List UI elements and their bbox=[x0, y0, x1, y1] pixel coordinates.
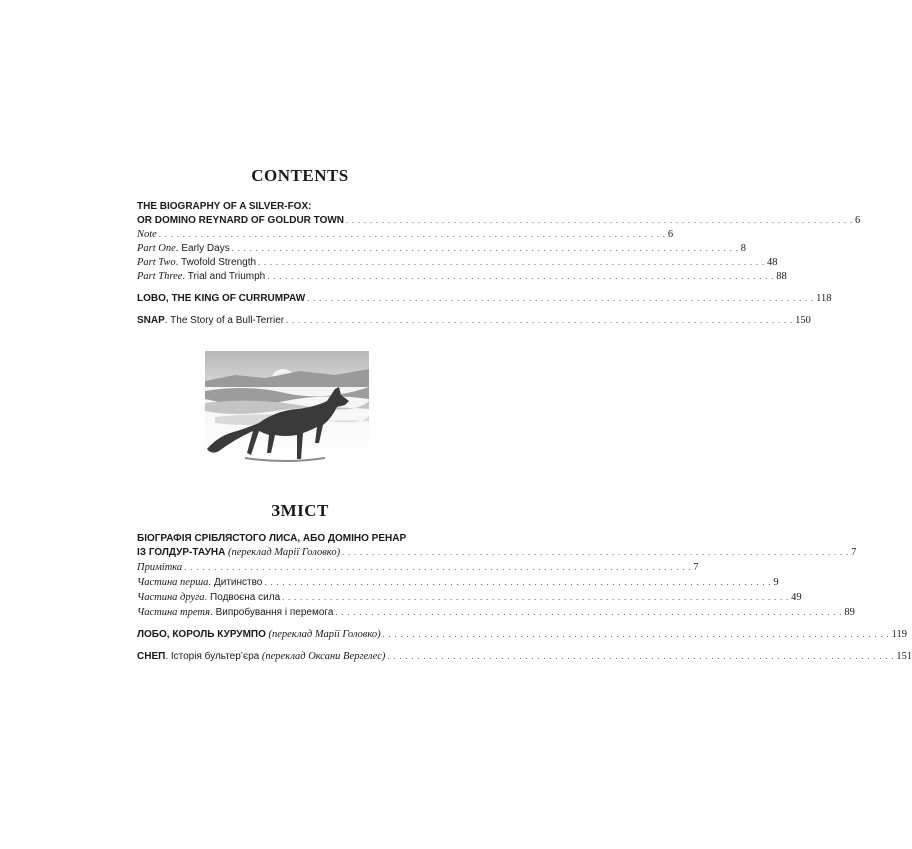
entry-page: 6 bbox=[855, 215, 861, 226]
leader-dots: . . . . . . . . . . . . . . . . . . . . . . . . . . . . . . . . . . . . . . . . . . . . . . . . . . . . . . . . . . . . . . . . . . . . . . . . . . . . . . . . . . . . . bbox=[264, 578, 772, 587]
toc-entry-note[interactable] bbox=[137, 228, 674, 242]
entry-title-line1: БІОГРАФІЯ СРІБЛЯСТОГО ЛИСА, АБО ДОМІНО РЕНАР bbox=[137, 533, 407, 544]
entry-page: 119 bbox=[891, 629, 907, 640]
entry-page: 150 bbox=[795, 315, 811, 326]
entry-title-rest: . Дитинство bbox=[208, 577, 263, 588]
entry-page: 88 bbox=[776, 271, 787, 282]
entry-title-bold: СНЕП bbox=[137, 651, 166, 662]
toc-entry-lobo[interactable] bbox=[137, 292, 832, 306]
entry-title-italic: Part Two bbox=[137, 257, 176, 268]
entry-page: 49 bbox=[791, 592, 802, 603]
entry-page: 89 bbox=[844, 607, 855, 618]
leader-dots: . . . . . . . . . . . . . . . . . . . . . . . . . . . . . . . . . . . . . . . . . . . . . . . . . . . . . . . . . . . . . . . . . . . . . . . . . . . . . . . . . . . . . bbox=[267, 272, 775, 281]
leader-dots: . . . . . . . . . . . . . . . . . . . . . . . . . . . . . . . . . . . . . . . . . . . . . . . . . . . . . . . . . . . . . . . . . . . . . . . . . . . . . . . . . . . . . bbox=[282, 593, 790, 602]
entry-title: Примітка bbox=[137, 562, 183, 573]
toc-entry-silver-fox[interactable] bbox=[137, 200, 861, 228]
toc-entry-chastyna-tretia[interactable] bbox=[137, 606, 855, 620]
leader-dots: . . . . . . . . . . . . . . . . . . . . . . . . . . . . . . . . . . . . . . . . . . . . . . . . . . . . . . . . . . . . . . . . . . . . . . . . . . . . . . . . . . . . . bbox=[307, 294, 815, 303]
entry-title-rest: . Історія бультер’єра bbox=[165, 651, 260, 662]
entry-title-rest: . The Story of a Bull-Terrier bbox=[164, 315, 285, 326]
entry-title-bold: ІЗ ГОЛДУР-ТАУНА bbox=[137, 547, 226, 558]
toc-entry-biography[interactable] bbox=[137, 532, 857, 560]
entry-title-italic: Частина друга bbox=[137, 592, 205, 603]
toc-entry-part-one[interactable] bbox=[137, 242, 746, 256]
entry-page: 6 bbox=[667, 229, 674, 240]
entry-title-rest: . Early Days bbox=[175, 243, 230, 254]
entry-title: LOBO, THE KING OF CURRUMPAW bbox=[137, 293, 306, 304]
leader-dots: . . . . . . . . . . . . . . . . . . . . . . . . . . . . . . . . . . . . . . . . . . . . . . . . . . . . . . . . . . . . . . . . . . . . . . . . . . . . . . . . . . . . . bbox=[231, 244, 739, 253]
toc-entry-prymitka[interactable] bbox=[137, 561, 699, 575]
leader-dots: . . . . . . . . . . . . . . . . . . . . . . . . . . . . . . . . . . . . . . . . . . . . . . . . . . . . . . . . . . . . . . . . . . . . . . . . . . . . . . . . . . . . . bbox=[286, 316, 794, 325]
leader-dots: . . . . . . . . . . . . . . . . . . . . . . . . . . . . . . . . . . . . . . . . . . . . . . . . . . . . . . . . . . . . . . . . . . . . . . . . . . . . . . . . . . . . . bbox=[335, 608, 843, 617]
entry-title-rest: . Trial and Triumph bbox=[182, 271, 266, 282]
entry-title-line1: THE BIOGRAPHY OF A SILVER-FOX: bbox=[137, 201, 312, 212]
entry-title-rest: . Подвоєна сила bbox=[204, 592, 281, 603]
toc-entry-lobo-ua[interactable] bbox=[137, 628, 907, 642]
leader-dots: . . . . . . . . . . . . . . . . . . . . . . . . . . . . . . . . . . . . . . . . . . . . . . . . . . . . . . . . . . . . . . . . . . . . . . . . . . . . . . . . . . . . . bbox=[382, 630, 890, 639]
entry-translator: (переклад Оксани Вергелес) bbox=[261, 651, 386, 662]
toc-entry-chastyna-druha[interactable] bbox=[137, 591, 802, 605]
entry-page: 7 bbox=[851, 547, 857, 558]
entry-title-bold: ЛОБО, КОРОЛЬ КУРУМПО bbox=[137, 629, 266, 640]
leader-dots: . . . . . . . . . . . . . . . . . . . . . . . . . . . . . . . . . . . . . . . . . . . . . . . . . . . . . . . . . . . . . . . . . . . . . . . . . . . . . . . . . . . . . bbox=[387, 652, 895, 661]
entry-translator: (переклад Марії Головко) bbox=[227, 547, 341, 558]
leader-dots: . . . . . . . . . . . . . . . . . . . . . . . . . . . . . . . . . . . . . . . . . . . . . . . . . . . . . . . . . . . . . . . . . . . . . . . . . . . . . . . . . . . . . bbox=[184, 563, 692, 572]
contents-heading: CONTENTS bbox=[251, 166, 349, 185]
zmist-heading: ЗМІСТ bbox=[271, 501, 329, 520]
toc-entry-part-three[interactable] bbox=[137, 270, 787, 284]
toc-entry-part-two[interactable] bbox=[137, 256, 778, 270]
entry-title-italic: Частина третя bbox=[137, 607, 211, 618]
leader-dots: . . . . . . . . . . . . . . . . . . . . . . . . . . . . . . . . . . . . . . . . . . . . . . . . . . . . . . . . . . . . . . . . . . . . . . . . . . . . . . . . . . . . . bbox=[258, 258, 766, 267]
entry-title: Note bbox=[137, 229, 157, 240]
entry-title-rest: . Twofold Strength bbox=[175, 257, 257, 268]
toc-entry-snap[interactable] bbox=[137, 314, 811, 328]
entry-page: 151 bbox=[896, 651, 912, 662]
toc-entry-snep[interactable] bbox=[137, 650, 912, 664]
entry-page: 48 bbox=[767, 257, 778, 268]
leader-dots: . . . . . . . . . . . . . . . . . . . . . . . . . . . . . . . . . . . . . . . . . . . . . . . . . . . . . . . . . . . . . . . . . . . . . . . . . . . . . . . . . . . . . bbox=[346, 216, 854, 225]
entry-page: 118 bbox=[816, 293, 832, 304]
entry-title-rest: . Випробування і перемога bbox=[210, 607, 334, 618]
leader-dots: . . . . . . . . . . . . . . . . . . . . . . . . . . . . . . . . . . . . . . . . . . . . . . . . . . . . . . . . . . . . . . . . . . . . . . . . . . . . . . . . . . . . . bbox=[158, 230, 666, 239]
entry-title-italic: Part Three bbox=[137, 271, 183, 282]
fox-illustration bbox=[205, 351, 369, 467]
toc-entry-chastyna-persha[interactable] bbox=[137, 576, 779, 590]
entry-translator: (переклад Марії Головко) bbox=[268, 629, 381, 640]
entry-page: 7 bbox=[693, 562, 699, 573]
entry-title: OR DOMINO REYNARD OF GOLDUR TOWN bbox=[137, 215, 345, 226]
entry-page: 9 bbox=[773, 577, 779, 588]
entry-title-italic: Частина перша bbox=[137, 577, 209, 588]
entry-title-italic: Part One bbox=[137, 243, 176, 254]
entry-title-bold: SNAP bbox=[137, 315, 165, 326]
entry-page: 8 bbox=[740, 243, 746, 254]
leader-dots: . . . . . . . . . . . . . . . . . . . . . . . . . . . . . . . . . . . . . . . . . . . . . . . . . . . . . . . . . . . . . . . . . . . . . . . . . . . . . . . . . . . . . bbox=[342, 548, 850, 557]
